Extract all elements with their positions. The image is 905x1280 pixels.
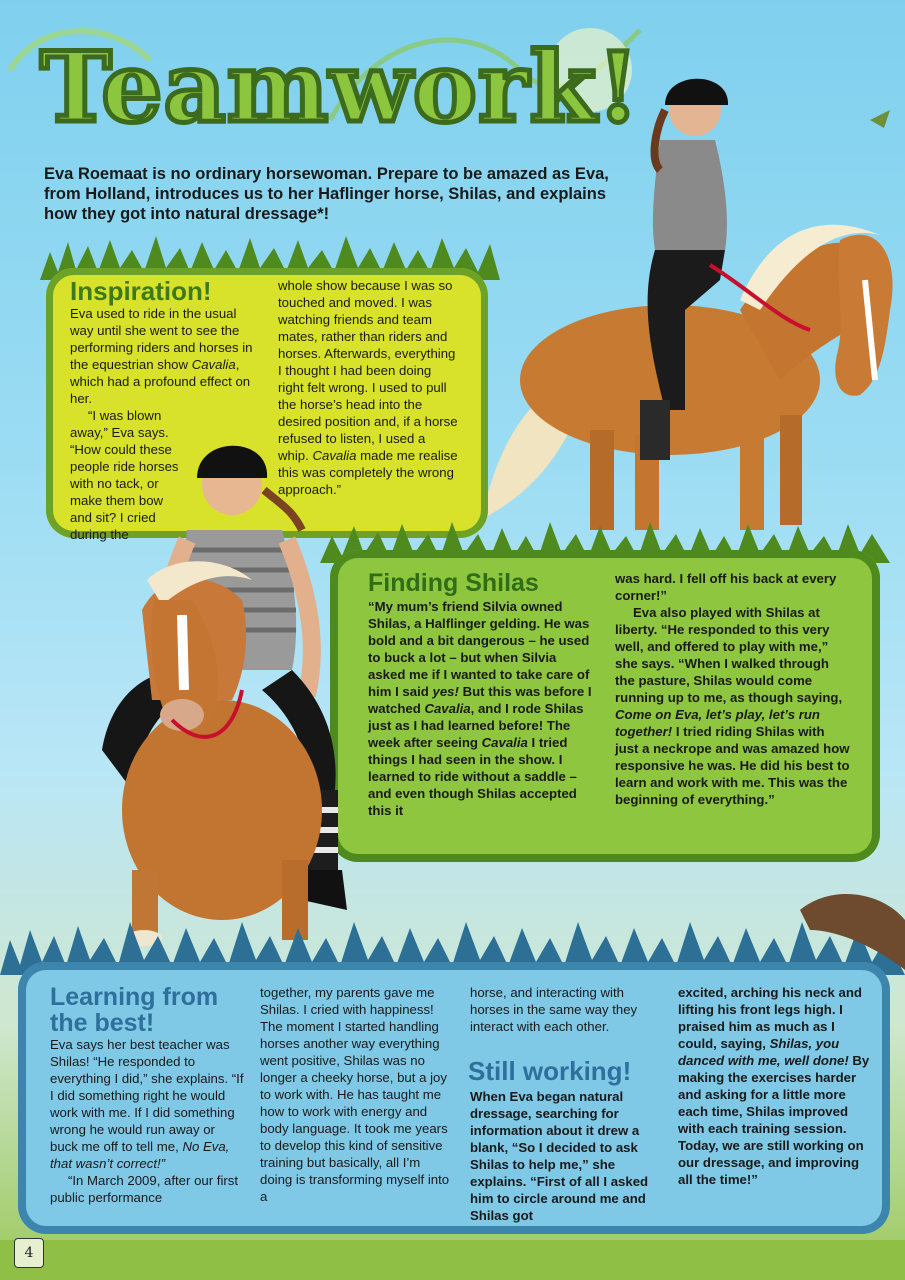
inspiration-text: made me realise this was completely the wrong approach.” — [278, 448, 458, 497]
learning-text: together, my parents gave me Shilas. I cried with happiness! The moment I started handling horses another way everything went positive, Shilas was no longer a cheeky horse, but a joy to work with. He has taught me how to work with energy and body language. It took me years to develop this kind of sensitive training but basically, all I’m doing is transforming myself into a — [260, 985, 450, 1204]
inspiration-text: “I was blown away,” Eva says. “How could these people ride horses with no tack, or make them bow and sit? I cried during the — [70, 408, 179, 542]
emphasis-text: Cavalia — [424, 701, 471, 716]
finding-text: Eva also played with Shilas at liberty. “He responded to this very well, and offered to play with me,” she says. “When I walked through the pasture, Shilas would come running up to me, as though saying, — [615, 605, 843, 705]
emphasis-text: yes! — [432, 684, 459, 699]
still-working-heading: Still working! — [468, 1056, 632, 1086]
learning-text: Eva says her best teacher was Shilas! “He responded to everything I did,” she explains. “If I did something right he would work with me. If I did something wrong he would run away or buck me off to tell me, — [50, 1037, 244, 1154]
emphasis-text: Cavalia — [191, 357, 236, 372]
still-working-column-2 — [678, 984, 872, 1188]
emphasis-text: Shilas, you danced with me, well done! — [678, 1036, 849, 1068]
emphasis-text: Cavalia — [481, 735, 528, 750]
finding-text: I tried things I had seen in the show. I learned to ride without a saddle – and even though Shilas accepted this it — [368, 735, 577, 818]
learning-text: “In March 2009, after our first public performance — [50, 1173, 239, 1205]
finding-shilas-heading: Finding Shilas — [368, 569, 539, 597]
inspiration-heading: Inspiration! — [70, 276, 212, 306]
learning-text: horse, and interacting with horses in the same way they interact with each other. — [470, 985, 638, 1034]
grass-decoration — [0, 1230, 905, 1280]
still-working-text: excited, arching his neck and lifting his front legs high. I praised him as much as I could, saying, — [678, 985, 862, 1051]
finding-text: was hard. I fell off his back at every corner!” — [615, 571, 837, 603]
bareback-rider-photo — [92, 430, 367, 950]
learning-column-2 — [260, 984, 452, 1205]
emphasis-text: No Eva, that wasn’t correct!” — [50, 1139, 230, 1171]
inspiration-text: , which had a profound effect on her. — [70, 357, 251, 406]
still-working-text: When Eva began natural dressage, searching for information about it drew a blank, “So I decided to ask Shilas to help me,” she explains. “First of all I asked him to circle around me and Shilas got — [470, 1089, 649, 1223]
learning-column-1 — [50, 1036, 246, 1206]
inspiration-text: whole show because I was so touched and moved. I was watching friends and team mates, rather than riders and horses. Afterwards, everything I thought I had been doing right felt wrong. I used to pull the horse’s head into the desired position and, if a horse refused to listen, I used a whip. — [278, 278, 458, 463]
page-title: Teamwork! — [40, 31, 641, 144]
finding-text: I tried riding Shilas with just a neckrope and was amazed how responsive he was. He did his best to learn and work with me. This was the beginning of everything.” — [615, 724, 850, 807]
learning-column-3 — [470, 984, 662, 1035]
page-number: 4 — [14, 1238, 44, 1268]
finding-column-2 — [615, 570, 850, 808]
finding-text: “My mum’s friend Silvia owned Shilas, a Halflinger gelding. He was bold and a bit dangerous – he used to buck a lot – but when Silvia asked me if I wanted to take care of him I said — [368, 599, 590, 699]
finding-column-1 — [368, 598, 596, 819]
inspiration-text: Eva used to ride in the usual way until she went to see the performing riders and horses in the equestrian show — [70, 306, 253, 372]
still-working-text: By making the exercises harder and asking for a little more each time, Shilas improved with each training session. Today, we are still working on our dressage, and improving all the time!” — [678, 1053, 870, 1187]
still-working-column-1 — [470, 1088, 662, 1224]
learning-heading: Learning from the best! — [50, 983, 219, 1038]
emphasis-text: Cavalia — [312, 448, 357, 463]
finding-text: But this was before I watched — [368, 684, 592, 716]
emphasis-text: Come on Eva, let’s play, let’s run together! — [615, 707, 820, 739]
finding-text: , and I rode Shilas just as I had learned before! The week after seeing — [368, 701, 584, 750]
intro-text: Eva Roemaat is no ordinary horsewoman. Prepare to be amazed as Eva, from Holland, introduces us to her Haflinger horse, Shilas, and explains how they got into natural dressage*! — [44, 165, 609, 224]
